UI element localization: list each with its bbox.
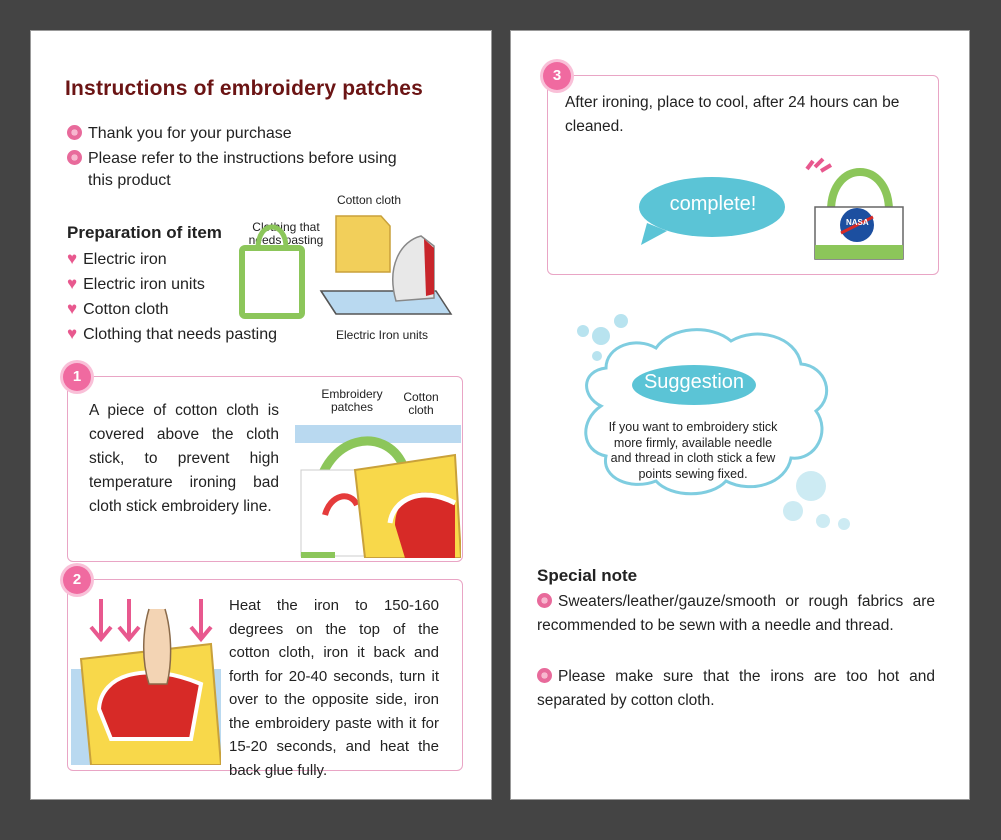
step-1-text: A piece of cotton cloth is covered above the cloth stick, to prevent high temperature ironing bad cloth stick embroidery line. xyxy=(89,402,279,515)
flower-bullet-icon xyxy=(67,150,82,165)
step-2-illustration xyxy=(71,589,221,765)
flower-bullet-icon xyxy=(537,593,552,608)
complete-text: complete! xyxy=(669,193,757,215)
label-cotton-cloth-step1: Cotton cloth xyxy=(403,390,439,417)
step-3-badge: 3 xyxy=(543,62,571,90)
special-note-item-1: Sweaters/leather/gauze/smooth or rough fabrics are recommended to be sewn with a needle and thread. xyxy=(537,593,935,634)
step-2-badge: 2 xyxy=(63,566,91,594)
intro-line-1: Thank you for your purchase xyxy=(67,123,292,145)
prep-item-4: ♥ Clothing that needs pasting xyxy=(67,324,278,343)
heart-bullet-icon: ♥ xyxy=(67,249,78,268)
page-title: Instructions of embroidery patches xyxy=(65,77,424,100)
prep-item-1: ♥ Electric iron xyxy=(67,249,167,268)
finished-bag-illustration xyxy=(801,151,911,261)
heart-bullet-icon: ♥ xyxy=(67,324,78,343)
left-page xyxy=(30,30,492,800)
suggestion-heading: Suggestion xyxy=(643,371,745,393)
heart-bullet-icon: ♥ xyxy=(67,299,78,318)
label-cotton-cloth: Cotton cloth xyxy=(336,193,402,207)
step-2-text: Heat the iron to 150-160 degrees on the top of the cotton cloth, iron it back and forth for 20-40 seconds, turn it over to the opposite side, iron the embroidery paste with it for 15-20 seconds, and heat the back glue fully. xyxy=(229,597,439,779)
preparation-illustration xyxy=(236,206,466,331)
flower-bullet-icon xyxy=(67,125,82,140)
patch-label: NASA xyxy=(846,218,869,227)
flower-bullet-icon xyxy=(537,668,552,683)
special-note-heading: Special note xyxy=(537,566,638,585)
label-clothing: Clothing that needs pasting xyxy=(248,220,324,247)
heart-bullet-icon: ♥ xyxy=(67,274,78,293)
label-iron-units: Electric Iron units xyxy=(335,328,429,342)
suggestion-cloud xyxy=(561,286,861,536)
suggestion-text: If you want to embroidery stick more firmly, available needle and thread in cloth stick a few points sewing fixed. xyxy=(608,420,778,481)
step-1-illustration xyxy=(295,415,461,558)
label-embroidery-patches: Embroidery patches xyxy=(321,387,383,414)
intro-line-2: Please refer to the instructions before using xyxy=(67,148,397,170)
preparation-heading: Preparation of item xyxy=(67,223,222,242)
right-page xyxy=(510,30,970,800)
prep-item-2: ♥ Electric iron units xyxy=(67,274,205,293)
step-1-badge: 1 xyxy=(63,363,91,391)
prep-item-3: ♥ Cotton cloth xyxy=(67,299,169,318)
intro-line-3: this product xyxy=(88,172,171,189)
special-note-item-2: Please make sure that the irons are too hot and separated by cotton cloth. xyxy=(537,668,935,709)
step-3-text: After ironing, place to cool, after 24 hours can be cleaned. xyxy=(565,94,900,135)
